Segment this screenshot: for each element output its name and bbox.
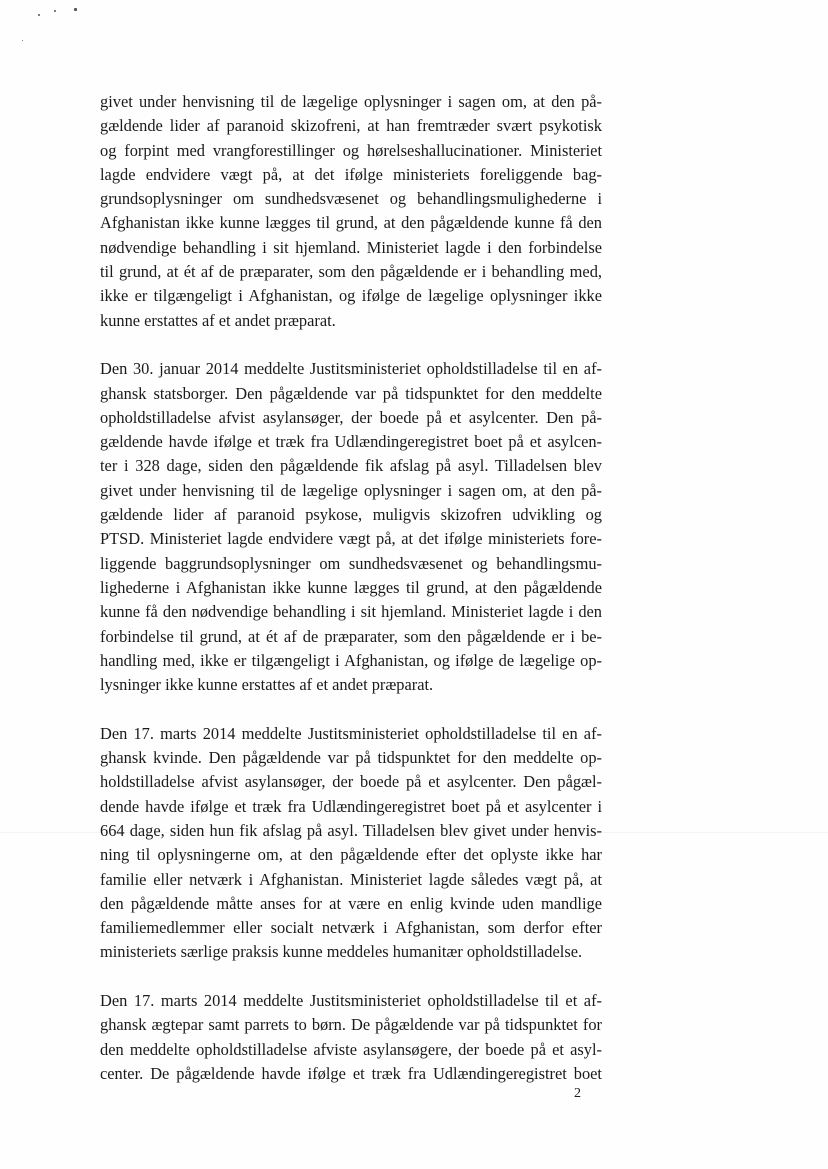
text-line: givet under henvisning til de lægelige oplysninger i sagen om, at den på-: [100, 92, 602, 111]
text-line: den meddelte opholdstilladelse afviste asylansøgere, der boede på et asyl-: [100, 1039, 602, 1059]
text-line: center. De pågældende havde ifølge et træk fra Udlændingeregistret boet: [100, 1063, 602, 1083]
text-line: gældende havde ifølge et træk fra Udlændingeregistret boet på et asylcen-: [100, 432, 602, 452]
text-line: forbindelse til grund, at ét af de præparater, som den pågældende er i be-: [100, 626, 602, 646]
text-line: lagde endvidere vægt på, at det ifølge ministeriets foreliggende bag-: [100, 164, 602, 184]
text-line: Den 30. januar 2014 meddelte Justitsministeriet opholdstilladelse til en af-: [100, 359, 602, 379]
text-line: ghansk statsborger. Den pågældende var på tidspunktet for den meddelte: [100, 383, 602, 403]
text-line: familie eller netværk i Afghanistan. Ministeriet lagde således vægt på, at: [100, 869, 602, 889]
scan-speck: [38, 14, 40, 16]
scan-speck: [54, 10, 56, 12]
text-line: lighederne i Afghanistan ikke kunne lægges til grund, at den pågældende: [100, 577, 602, 597]
text-line: ning til oplysningerne om, at den pågældende efter det oplyste ikke har: [100, 845, 602, 865]
text-line: familiemedlemmer eller socialt netværk i Afghanistan, som derfor efter: [100, 918, 602, 938]
text-line: givet under henvisning til de lægelige oplysninger i sagen om, at den på-: [100, 480, 602, 500]
text-line: og forpint med vrangforestillinger og hørelseshallucinationer. Ministeriet: [100, 140, 602, 160]
text-line: Den 17. marts 2014 meddelte Justitsministeriet opholdstilladelse til en af-: [100, 723, 602, 743]
text-line: liggende baggrundsoplysninger om sundhedsvæsenet og behandlingsmu-: [100, 553, 602, 573]
text-line: grundsoplysninger om sundhedsvæsenet og behandlingsmulighederne i: [100, 189, 602, 209]
text-line: Afghanistan ikke kunne lægges til grund, at den pågældende kunne få den: [100, 213, 602, 233]
text-line: til grund, at ét af de præparater, som den pågældende er i behandling med,: [100, 262, 602, 282]
text-line: Den 17. marts 2014 meddelte Justitsministeriet opholdstilladelse til et af-: [100, 990, 602, 1010]
paragraph: [100, 357, 602, 697]
scan-speck: [22, 40, 23, 41]
text-line: 664 dage, siden hun fik afslag på asyl. Tilladelsen blev givet under henvis-: [100, 820, 602, 840]
text-line: ghansk kvinde. Den pågældende var på tidspunktet for den meddelte op-: [100, 748, 602, 768]
text-line: ikke er tilgængeligt i Afghanistan, og ifølge de lægelige oplysninger ikke: [100, 286, 602, 306]
text-line: holdstilladelse afvist asylansøger, der boede på et asylcenter. Den pågæl-: [100, 772, 602, 792]
text-line: kunne erstattes af et andet præparat.: [100, 310, 336, 330]
text-line: kunne få den nødvendige behandling i sit hjemland. Ministeriet lagde i den: [100, 602, 602, 622]
scan-speck: [74, 8, 77, 11]
text-line: ministeriets særlige praksis kunne meddeles humanitær opholdstilladelse.: [100, 942, 583, 962]
text-line: ghansk ægtepar samt parrets to børn. De pågældende var på tidspunktet for: [100, 1015, 602, 1035]
text-line: nødvendige behandling i sit hjemland. Ministeriet lagde i den forbindelse: [100, 237, 602, 257]
body-text: [100, 90, 602, 1110]
paragraph: [100, 722, 602, 965]
text-line: dende havde ifølge et træk fra Udlændingeregistret boet på et asylcenter i: [100, 796, 602, 816]
text-line: ter i 328 dage, siden den pågældende fik afslag på asyl. Tilladelsen blev: [100, 456, 602, 476]
text-line: handling med, ikke er tilgængeligt i Afghanistan, og ifølge de lægelige op-: [100, 650, 602, 670]
text-line: PTSD. Ministeriet lagde endvidere vægt på, at det ifølge ministeriets fore-: [100, 529, 602, 549]
text-line: den pågældende måtte anses for at være en enlig kvinde uden mandlige: [100, 893, 602, 913]
text-line: gældende lider af paranoid psykose, muligvis skizofren udvikling og: [100, 505, 602, 525]
paragraph: [100, 90, 602, 333]
text-line: gældende lider af paranoid skizofreni, at han fremtræder svært psykotisk: [100, 116, 602, 136]
text-line: opholdstilladelse afvist asylansøger, der boede på et asylcenter. Den på-: [100, 407, 602, 427]
text-line: lysninger ikke kunne erstattes af et andet præparat.: [100, 675, 434, 695]
page-number: 2: [574, 1086, 581, 1101]
paragraph: [100, 989, 602, 1086]
